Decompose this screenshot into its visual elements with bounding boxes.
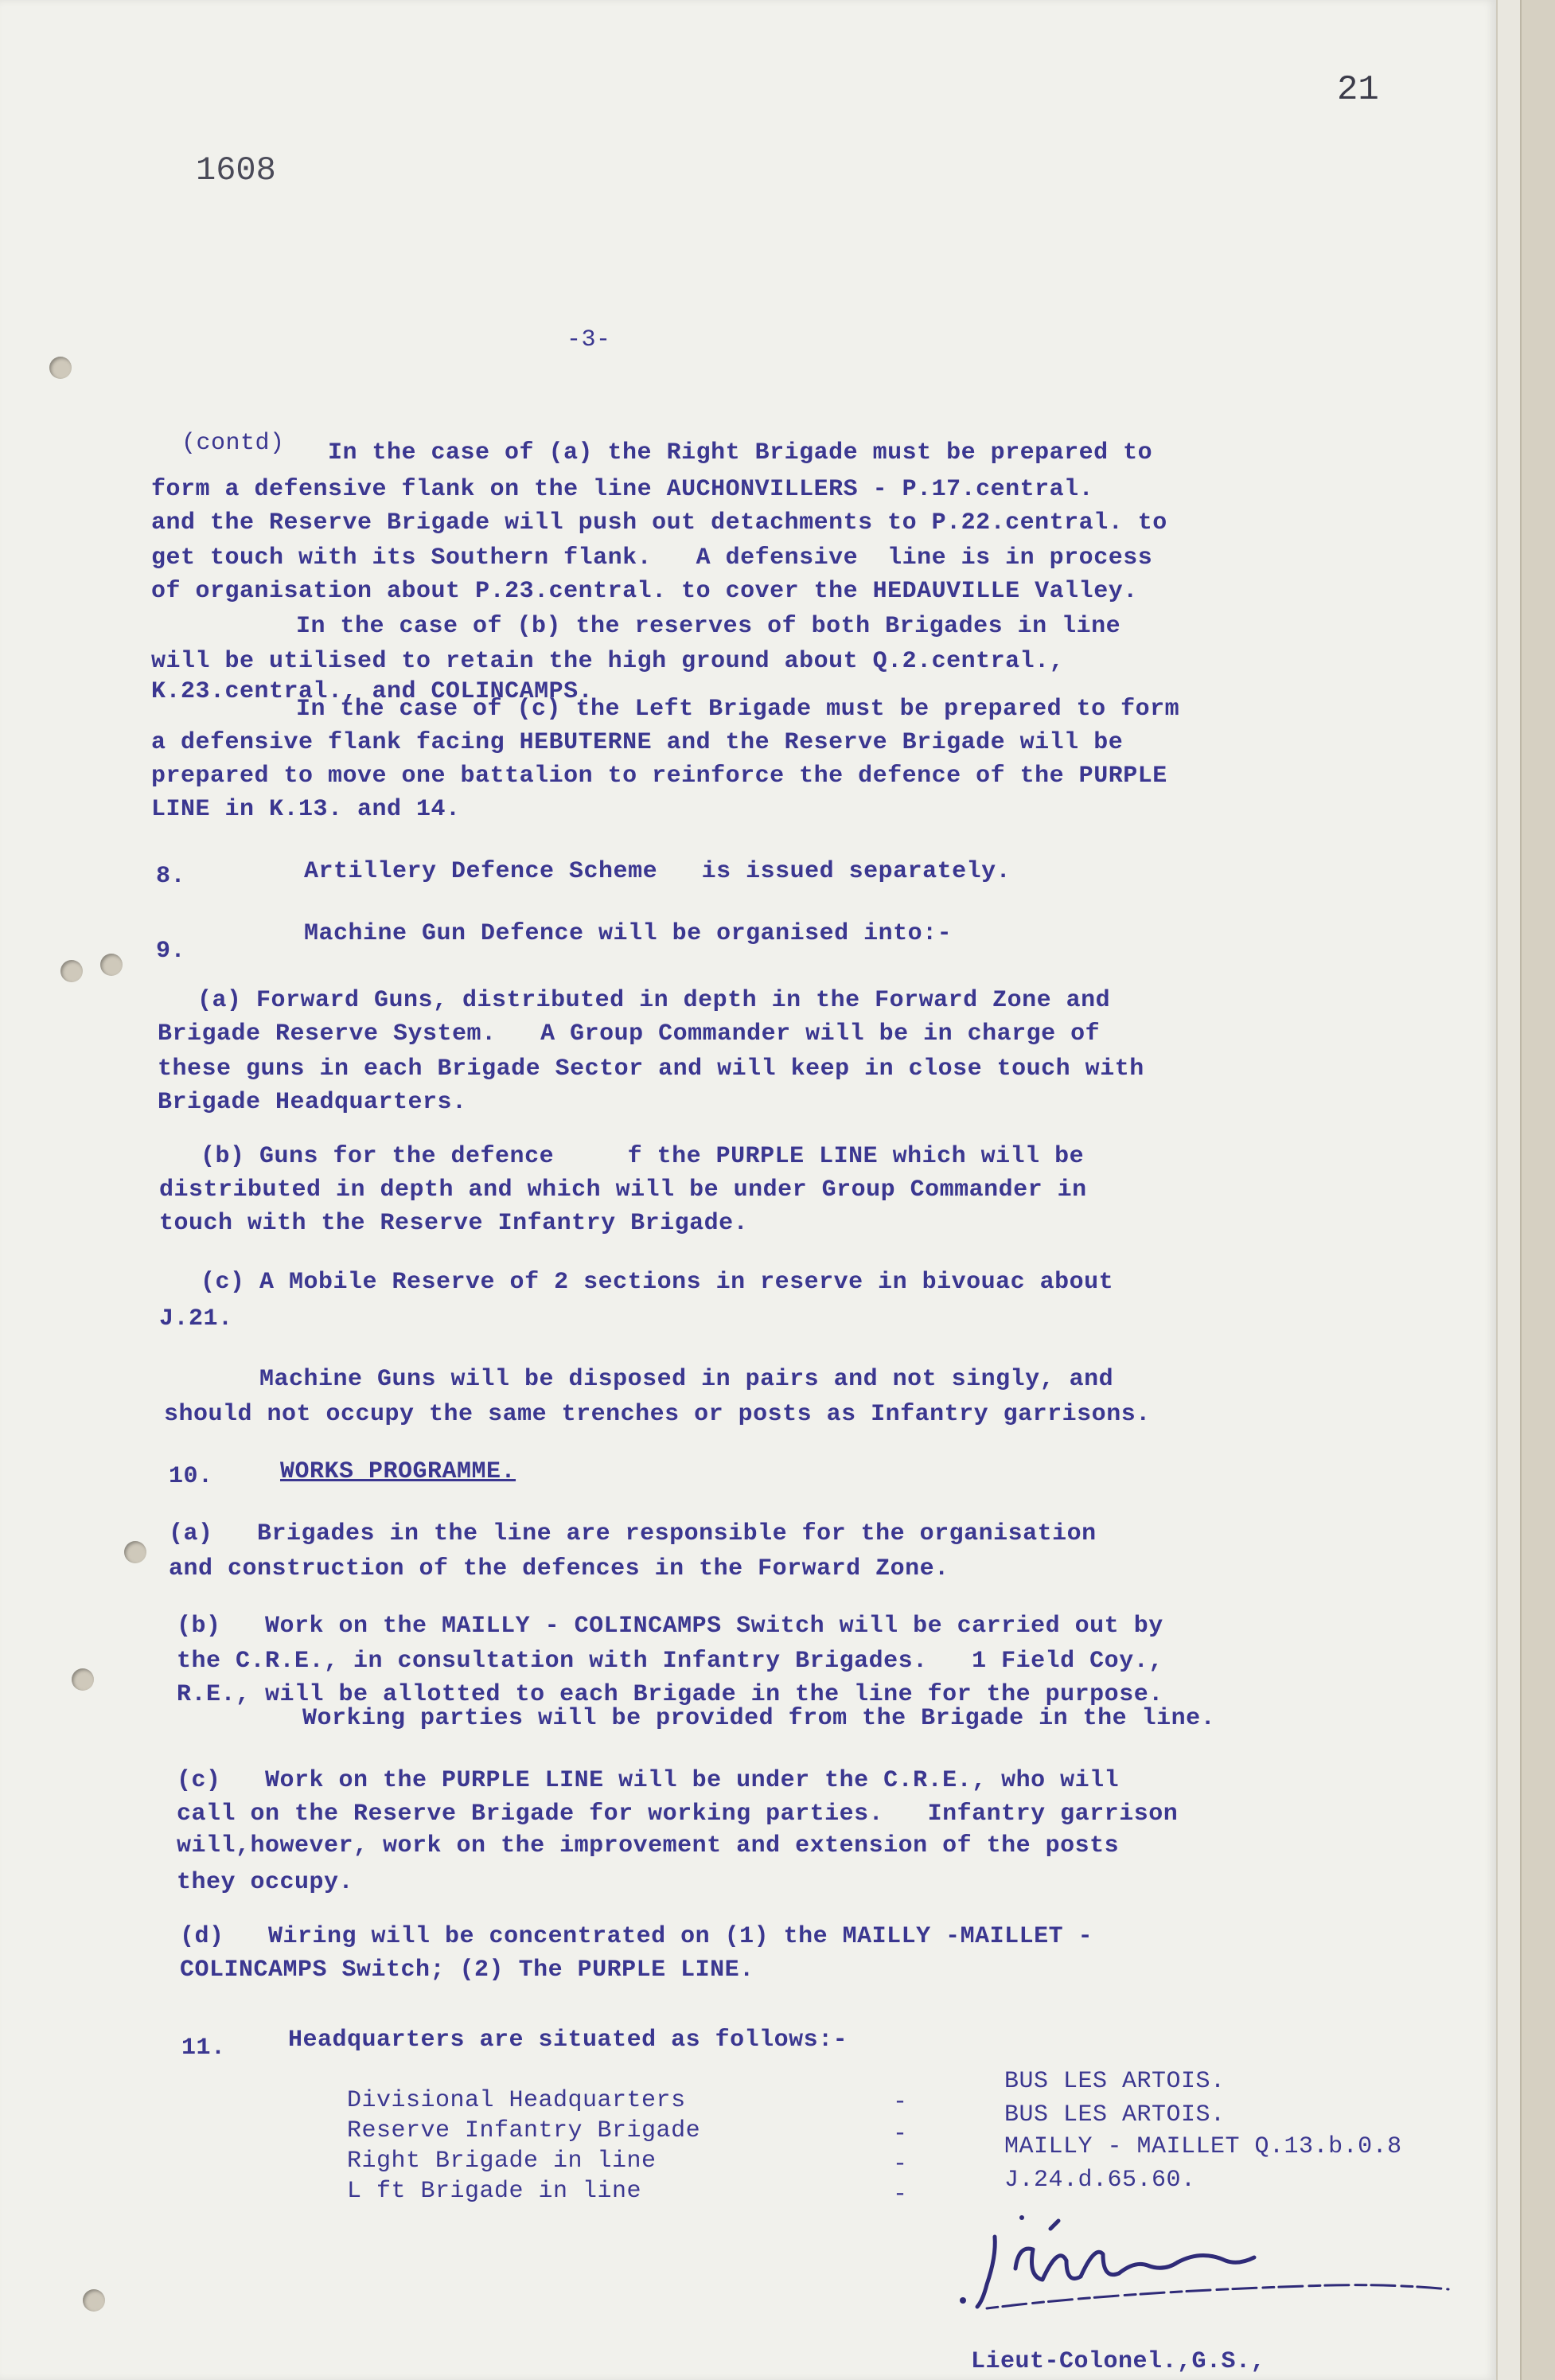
hq-label: Reserve Infantry Brigade: [347, 2117, 701, 2144]
punch-hole: [49, 357, 72, 379]
text-line: J.21.: [159, 1305, 233, 1332]
signatory-title: Lieut-Colonel.,G.S.,: [971, 2348, 1266, 2375]
text-line: Machine Gun Defence will be organised into:-: [304, 920, 953, 947]
text-line: get touch with its Southern flank. A defensive line is in process: [151, 544, 1153, 572]
hq-value: J.24.d.65.60.: [1004, 2167, 1196, 2194]
text-line: should not occupy the same trenches or posts as Infantry garrisons.: [164, 1401, 1151, 1428]
hq-dash: -: [893, 2151, 908, 2178]
text-line: will be utilised to retain the high ground about Q.2.central.,: [151, 648, 1065, 675]
paragraph-number: 8.: [156, 863, 186, 890]
text-line: Brigade Reserve System. A Group Commander will be in charge of: [158, 1020, 1101, 1048]
text-line: these guns in each Brigade Sector and will keep in close touch with: [158, 1055, 1144, 1083]
text-line: (b) Work on the MAILLY - COLINCAMPS Switch will be carried out by: [177, 1613, 1163, 1640]
text-line: In the case of (c) the Left Brigade must be prepared to form: [296, 696, 1180, 723]
text-line: they occupy.: [177, 1869, 354, 1896]
text-line: and the Reserve Brigade will push out detachments to P.22.central. to: [151, 509, 1167, 536]
hq-label: Divisional Headquarters: [347, 2087, 686, 2114]
text-line: call on the Reserve Brigade for working parties. Infantry garrison: [177, 1801, 1179, 1828]
contd-label: (contd): [181, 430, 285, 457]
text-line: LINE in K.13. and 14.: [151, 796, 461, 823]
paragraph-number: 11.: [181, 2035, 226, 2062]
document-number: 1608: [196, 151, 276, 189]
text-line: (c) Work on the PURPLE LINE will be under the C.R.E., who will: [177, 1767, 1120, 1794]
hq-label: L ft Brigade in line: [347, 2178, 642, 2205]
text-line: In the case of (b) the reserves of both Brigades in line: [296, 613, 1121, 640]
hq-value: BUS LES ARTOIS.: [1004, 2068, 1226, 2095]
text-line: and construction of the defences in the Forward Zone.: [169, 1555, 949, 1582]
text-line: COLINCAMPS Switch; (2) The PURPLE LINE.: [180, 1957, 754, 1984]
punch-hole: [124, 1541, 146, 1563]
text-line: (a) Brigades in the line are responsible for the organisation: [169, 1520, 1097, 1547]
hq-label: Right Brigade in line: [347, 2148, 657, 2175]
page-marker: -3-: [567, 326, 611, 353]
text-line: distributed in depth and which will be under Group Commander in: [159, 1176, 1087, 1204]
text-line: Headquarters are situated as follows:-: [288, 2027, 848, 2054]
text-line: (d) Wiring will be concentrated on (1) the MAILLY -MAILLET -: [180, 1923, 1093, 1950]
page-edge-back: [1520, 0, 1555, 2380]
text-line: K.23.central., and COLINCAMPS.: [151, 678, 594, 705]
hq-value: MAILLY - MAILLET Q.13.b.0.8: [1004, 2133, 1402, 2160]
page-number: 21: [1337, 70, 1379, 110]
text-line: of organisation about P.23.central. to cover the HEDAUVILLE Valley.: [151, 578, 1138, 605]
text-line: Machine Guns will be disposed in pairs and not singly, and: [259, 1366, 1114, 1393]
text-line: R.E., will be allotted to each Brigade in the line for the purpose.: [177, 1681, 1163, 1708]
text-line: will,however, work on the improvement and extension of the posts: [177, 1832, 1120, 1859]
text-line: (b) Guns for the defence f the PURPLE LINE which will be: [201, 1143, 1085, 1170]
hq-dash: -: [893, 2121, 908, 2148]
punch-hole: [60, 960, 83, 982]
punch-hole: [72, 1668, 94, 1691]
handwritten-signature: [939, 2213, 1464, 2332]
paragraph-number: 10.: [169, 1463, 213, 1490]
text-line: form a defensive flank on the line AUCHONVILLERS - P.17.central.: [151, 476, 1094, 503]
paragraph-number: 9.: [156, 938, 186, 965]
hq-value: BUS LES ARTOIS.: [1004, 2101, 1226, 2128]
text-line: Brigade Headquarters.: [158, 1089, 467, 1116]
text-line: In the case of (a) the Right Brigade must be prepared to: [328, 439, 1153, 466]
text-line: (c) A Mobile Reserve of 2 sections in reserve in bivouac about: [201, 1269, 1114, 1296]
text-line: a defensive flank facing HEBUTERNE and the Reserve Brigade will be: [151, 729, 1124, 756]
hq-dash: -: [893, 2181, 908, 2208]
section-title: WORKS PROGRAMME.: [280, 1458, 516, 1485]
text-line: touch with the Reserve Infantry Brigade.: [159, 1210, 749, 1237]
punch-hole: [83, 2289, 105, 2312]
page-edge: [1496, 0, 1522, 2380]
text-line: prepared to move one battalion to reinforce the defence of the PURPLE: [151, 763, 1167, 790]
text-line: (a) Forward Guns, distributed in depth in the Forward Zone and: [197, 987, 1111, 1014]
hq-dash: -: [893, 2089, 908, 2116]
text-line: the C.R.E., in consultation with Infantry Brigades. 1 Field Coy.,: [177, 1648, 1163, 1675]
text-line: Working parties will be provided from the Brigade in the line.: [302, 1705, 1216, 1732]
text-line: Artillery Defence Scheme is issued separately.: [304, 858, 1011, 885]
punch-hole: [100, 954, 123, 976]
